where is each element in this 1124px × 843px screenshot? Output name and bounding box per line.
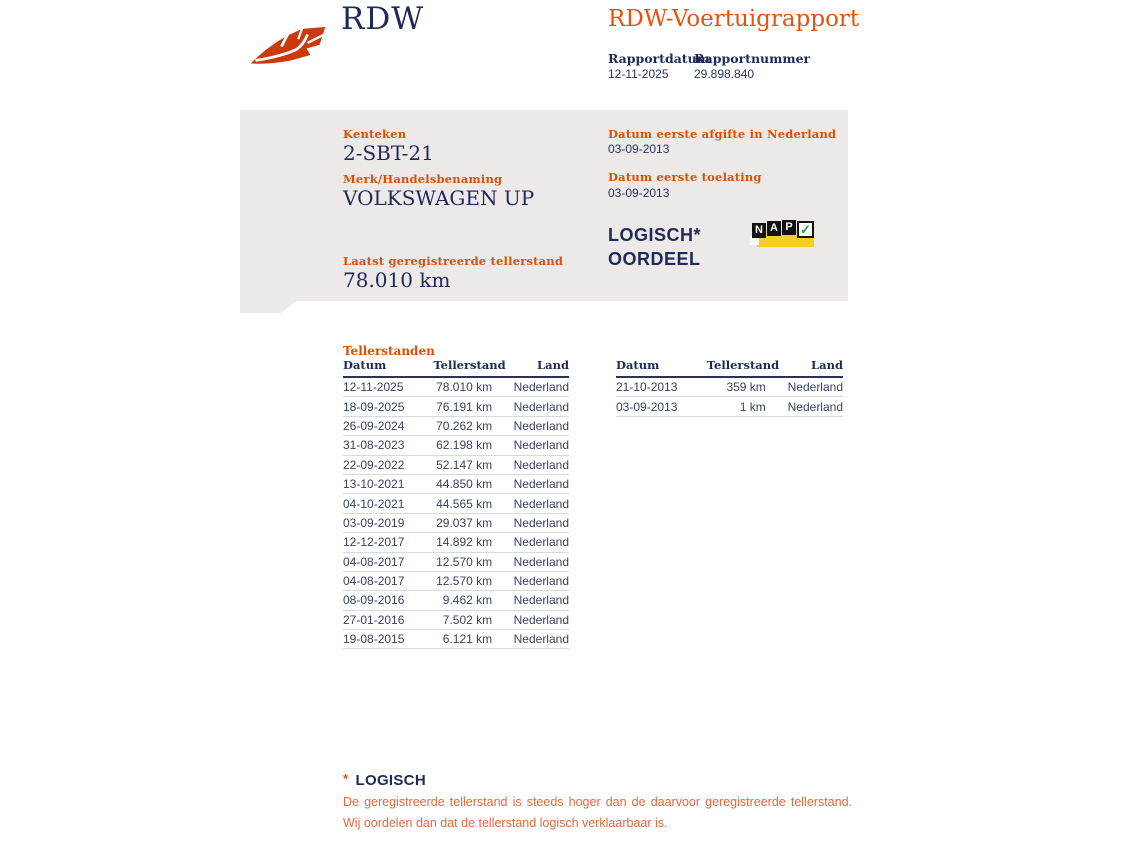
table-cell: 27-01-2016 — [343, 610, 433, 629]
table-cell: Nederland — [492, 455, 569, 474]
table-row — [343, 416, 569, 435]
table-cell: 76.191 km — [433, 397, 492, 416]
table-cell: 44.565 km — [433, 494, 492, 513]
oordeel-line2: OORDEEL — [608, 249, 701, 269]
table-cell: 359 km — [707, 377, 766, 397]
report-title: RDW-Voertuigrapport — [608, 6, 860, 32]
kenteken-value: 2-SBT-21 — [343, 141, 434, 165]
nap-letter-p: P — [782, 220, 796, 235]
table-cell: 26-09-2024 — [343, 416, 433, 435]
nap-letter-a: A — [767, 221, 781, 236]
table-cell: 29.037 km — [433, 513, 492, 532]
table-row — [343, 533, 569, 552]
table-cell: Nederland — [492, 533, 569, 552]
merk-label: Merk/Handelsbenaming — [343, 172, 503, 186]
table-cell: Nederland — [492, 474, 569, 493]
column-header-datum: Datum — [616, 358, 707, 377]
table-cell: 22-09-2022 — [343, 455, 433, 474]
afgifte-label: Datum eerste afgifte in Nederland — [608, 127, 837, 141]
tellerstanden-table-main — [343, 358, 569, 649]
table-cell: 13-10-2021 — [343, 474, 433, 493]
table-cell: 12.570 km — [433, 571, 492, 590]
report-number-value: 29.898.840 — [694, 67, 755, 81]
table-row — [343, 630, 569, 649]
table-row — [343, 610, 569, 629]
table-cell: 70.262 km — [433, 416, 492, 435]
table-cell: 78.010 km — [433, 377, 492, 397]
oordeel-verdict — [608, 223, 701, 271]
table-cell: Nederland — [492, 610, 569, 629]
table-cell: Nederland — [492, 571, 569, 590]
table-cell: 03-09-2019 — [343, 513, 433, 532]
table-cell: Nederland — [766, 397, 843, 416]
table-row — [343, 397, 569, 416]
table-row — [343, 513, 569, 532]
table-cell: 52.147 km — [433, 455, 492, 474]
table-cell: 12.570 km — [433, 552, 492, 571]
nap-logo — [750, 220, 816, 249]
table-row — [343, 552, 569, 571]
table-cell: 62.198 km — [433, 436, 492, 455]
afgifte-value: 03-09-2013 — [608, 142, 670, 156]
table-cell: 31-08-2023 — [343, 436, 433, 455]
table-row — [616, 377, 843, 397]
table-cell: 12-11-2025 — [343, 377, 433, 397]
table-row — [343, 591, 569, 610]
report-number-label: Rapportnummer — [694, 51, 811, 66]
table-cell: 19-08-2015 — [343, 630, 433, 649]
table-cell: 04-08-2017 — [343, 571, 433, 590]
rdw-logo-icon — [246, 14, 330, 68]
table-cell: 04-10-2021 — [343, 494, 433, 513]
table-cell: Nederland — [492, 436, 569, 455]
column-header-land: Land — [766, 358, 843, 377]
column-header-land: Land — [492, 358, 569, 377]
table-cell: 04-08-2017 — [343, 552, 433, 571]
table-cell: Nederland — [492, 513, 569, 532]
table-cell: Nederland — [492, 416, 569, 435]
table-row — [343, 436, 569, 455]
table-cell: 7.502 km — [433, 610, 492, 629]
nap-letter-n: N — [752, 223, 766, 238]
table-row — [343, 474, 569, 493]
table-cell: Nederland — [492, 397, 569, 416]
oordeel-line1: LOGISCH* — [608, 225, 702, 245]
table-row — [343, 377, 569, 397]
table-cell: Nederland — [492, 591, 569, 610]
tellerstand-label: Laatst geregistreerde tellerstand — [343, 254, 564, 268]
table-cell: 03-09-2013 — [616, 397, 707, 416]
table-cell: 9.462 km — [433, 591, 492, 610]
table-cell: 18-09-2025 — [343, 397, 433, 416]
report-date-label: Rapportdatum — [608, 51, 710, 66]
nap-checkmark-icon: ✓ — [797, 221, 814, 238]
table-cell: 21-10-2013 — [616, 377, 707, 397]
tellerstanden-table-early — [616, 358, 843, 417]
table-row — [343, 455, 569, 474]
table-header-row — [616, 358, 843, 377]
table-cell: Nederland — [766, 377, 843, 397]
table-cell: Nederland — [492, 552, 569, 571]
toelating-value: 03-09-2013 — [608, 186, 670, 200]
footnote-asterisk: * — [343, 771, 349, 786]
table-cell: 14.892 km — [433, 533, 492, 552]
table-cell: Nederland — [492, 377, 569, 397]
table-cell: Nederland — [492, 630, 569, 649]
footnote-title — [343, 771, 426, 790]
column-header-datum: Datum — [343, 358, 433, 377]
table-row — [343, 571, 569, 590]
table-cell: 1 km — [707, 397, 766, 416]
summary-box-tail — [240, 300, 298, 313]
merk-value: VOLKSWAGEN UP — [343, 186, 535, 210]
table-cell: 44.850 km — [433, 474, 492, 493]
vehicle-summary-box — [240, 110, 848, 301]
table-cell: Nederland — [492, 494, 569, 513]
column-header-tellerstand: Tellerstand — [433, 358, 492, 377]
table-cell: 6.121 km — [433, 630, 492, 649]
footnote-word: LOGISCH — [355, 772, 426, 789]
column-header-tellerstand: Tellerstand — [707, 358, 766, 377]
table-row — [616, 397, 843, 416]
table-cell: 12-12-2017 — [343, 533, 433, 552]
toelating-label: Datum eerste toelating — [608, 170, 762, 184]
footnote-text: De geregistreerde tellerstand is steeds hoger dan de daarvoor geregistreerde tellerstand. Wij oordelen dan dat de tellerstand logisch verklaarbaar is. — [343, 795, 852, 830]
table-cell: 08-09-2016 — [343, 591, 433, 610]
table-header-row — [343, 358, 569, 377]
table-row — [343, 494, 569, 513]
kenteken-label: Kenteken — [343, 127, 407, 141]
report-date-value: 12-11-2025 — [608, 67, 669, 81]
tellerstanden-heading: Tellerstanden — [343, 344, 435, 358]
tellerstand-value: 78.010 km — [343, 268, 451, 292]
rdw-wordmark: RDW — [341, 1, 425, 37]
